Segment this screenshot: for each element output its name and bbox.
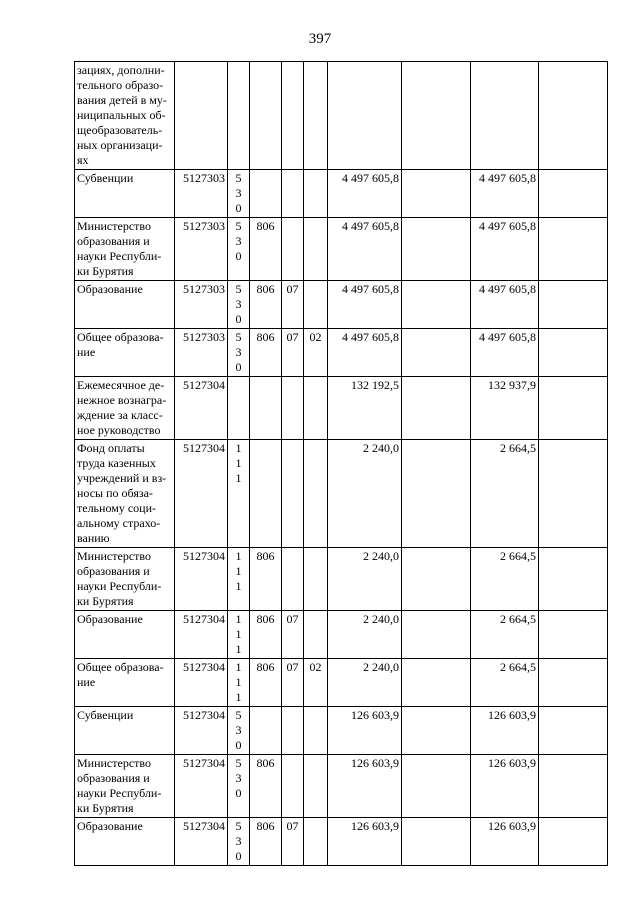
row-section xyxy=(282,170,304,218)
row-amount-1: 132 192,5 xyxy=(328,377,402,440)
row-amount-3: 126 603,9 xyxy=(471,818,539,866)
row-code xyxy=(175,62,228,170)
row-code: 5127303 xyxy=(175,329,228,377)
row-amount-2 xyxy=(402,377,471,440)
row-amount-1: 4 497 605,8 xyxy=(328,329,402,377)
row-name: Ежемесячное де-нежное вознагра-ждение за класс-ное руководство xyxy=(75,377,175,440)
row-amount-2 xyxy=(402,707,471,755)
row-subsection xyxy=(304,755,328,818)
row-section xyxy=(282,440,304,548)
page-number: 397 xyxy=(308,31,332,47)
row-ministry: 806 xyxy=(250,611,282,659)
table-row xyxy=(75,281,608,329)
table-row xyxy=(75,818,608,866)
row-amount-3: 4 497 605,8 xyxy=(471,281,539,329)
row-amount-4 xyxy=(539,281,608,329)
row-amount-4 xyxy=(539,707,608,755)
row-amount-2 xyxy=(402,659,471,707)
row-amount-3 xyxy=(471,62,539,170)
row-ministry: 806 xyxy=(250,659,282,707)
row-name: Министерство образования и науки Республи-ки Бурятия xyxy=(75,548,175,611)
row-amount-4 xyxy=(539,329,608,377)
row-amount-2 xyxy=(402,440,471,548)
row-amount-4 xyxy=(539,548,608,611)
row-ministry xyxy=(250,170,282,218)
row-section xyxy=(282,218,304,281)
row-section xyxy=(282,377,304,440)
row-code: 5127304 xyxy=(175,755,228,818)
row-amount-2 xyxy=(402,170,471,218)
row-name: зациях, дополни-тельного образо-вания детей в му-ниципальных об-щеобразователь-ных организаци-ях xyxy=(75,62,175,170)
row-amount-2 xyxy=(402,62,471,170)
row-code: 5127304 xyxy=(175,548,228,611)
row-amount-4 xyxy=(539,755,608,818)
row-amount-4 xyxy=(539,170,608,218)
row-ministry: 806 xyxy=(250,329,282,377)
row-section: 07 xyxy=(282,659,304,707)
row-expense-type: 5 3 0 xyxy=(228,170,250,218)
row-code: 5127304 xyxy=(175,707,228,755)
row-amount-1: 4 497 605,8 xyxy=(328,170,402,218)
row-name: Образование xyxy=(75,818,175,866)
row-section: 07 xyxy=(282,818,304,866)
row-section: 07 xyxy=(282,611,304,659)
row-amount-3: 132 937,9 xyxy=(471,377,539,440)
row-expense-type: 5 3 0 xyxy=(228,329,250,377)
row-amount-3: 4 497 605,8 xyxy=(471,329,539,377)
row-amount-3: 4 497 605,8 xyxy=(471,218,539,281)
row-amount-3: 2 664,5 xyxy=(471,659,539,707)
row-section: 07 xyxy=(282,329,304,377)
row-name: Субвенции xyxy=(75,707,175,755)
row-ministry: 806 xyxy=(250,755,282,818)
row-name: Общее образова-ние xyxy=(75,659,175,707)
row-subsection xyxy=(304,377,328,440)
table-row xyxy=(75,755,608,818)
row-name: Министерство образования и науки Республи-ки Бурятия xyxy=(75,755,175,818)
row-ministry: 806 xyxy=(250,218,282,281)
row-subsection xyxy=(304,62,328,170)
row-subsection xyxy=(304,170,328,218)
row-expense-type: 5 3 0 xyxy=(228,755,250,818)
row-amount-4 xyxy=(539,218,608,281)
row-name: Субвенции xyxy=(75,170,175,218)
table-row xyxy=(75,707,608,755)
row-ministry: 806 xyxy=(250,281,282,329)
row-amount-3: 2 664,5 xyxy=(471,611,539,659)
row-ministry xyxy=(250,440,282,548)
row-section xyxy=(282,548,304,611)
row-amount-1: 126 603,9 xyxy=(328,707,402,755)
row-subsection xyxy=(304,218,328,281)
row-amount-4 xyxy=(539,659,608,707)
row-amount-1: 2 240,0 xyxy=(328,611,402,659)
table-row xyxy=(75,218,608,281)
table-row xyxy=(75,659,608,707)
row-name: Образование xyxy=(75,611,175,659)
row-expense-type xyxy=(228,62,250,170)
row-name: Образование xyxy=(75,281,175,329)
row-amount-2 xyxy=(402,329,471,377)
row-subsection xyxy=(304,611,328,659)
table-row xyxy=(75,329,608,377)
row-ministry: 806 xyxy=(250,818,282,866)
row-expense-type: 1 1 1 xyxy=(228,611,250,659)
row-amount-4 xyxy=(539,440,608,548)
row-subsection xyxy=(304,548,328,611)
row-code: 5127304 xyxy=(175,611,228,659)
row-amount-3: 2 664,5 xyxy=(471,440,539,548)
row-name: Общее образова-ние xyxy=(75,329,175,377)
row-ministry xyxy=(250,377,282,440)
row-subsection: 02 xyxy=(304,659,328,707)
row-amount-1 xyxy=(328,62,402,170)
row-amount-1: 2 240,0 xyxy=(328,440,402,548)
row-code: 5127303 xyxy=(175,281,228,329)
row-section xyxy=(282,707,304,755)
row-amount-1: 126 603,9 xyxy=(328,755,402,818)
row-amount-2 xyxy=(402,548,471,611)
row-code: 5127303 xyxy=(175,170,228,218)
table-body xyxy=(75,62,608,866)
row-ministry xyxy=(250,62,282,170)
row-ministry xyxy=(250,707,282,755)
row-amount-1: 2 240,0 xyxy=(328,659,402,707)
row-amount-4 xyxy=(539,62,608,170)
row-amount-2 xyxy=(402,281,471,329)
row-amount-4 xyxy=(539,377,608,440)
row-expense-type: 1 1 1 xyxy=(228,659,250,707)
row-ministry: 806 xyxy=(250,548,282,611)
row-amount-1: 4 497 605,8 xyxy=(328,218,402,281)
row-subsection xyxy=(304,281,328,329)
row-section xyxy=(282,755,304,818)
row-amount-2 xyxy=(402,755,471,818)
row-expense-type: 5 3 0 xyxy=(228,281,250,329)
row-expense-type: 5 3 0 xyxy=(228,218,250,281)
table-row xyxy=(75,170,608,218)
table-row xyxy=(75,377,608,440)
table-row xyxy=(75,62,608,170)
row-expense-type: 5 3 0 xyxy=(228,707,250,755)
row-expense-type xyxy=(228,377,250,440)
row-code: 5127304 xyxy=(175,377,228,440)
row-subsection: 02 xyxy=(304,329,328,377)
table-row xyxy=(75,440,608,548)
row-amount-4 xyxy=(539,611,608,659)
table-row xyxy=(75,611,608,659)
row-amount-1: 2 240,0 xyxy=(328,548,402,611)
row-amount-1: 4 497 605,8 xyxy=(328,281,402,329)
row-amount-3: 126 603,9 xyxy=(471,755,539,818)
row-amount-2 xyxy=(402,611,471,659)
row-name: Министерство образования и науки Республи-ки Бурятия xyxy=(75,218,175,281)
row-subsection xyxy=(304,818,328,866)
row-section xyxy=(282,62,304,170)
row-subsection xyxy=(304,440,328,548)
row-subsection xyxy=(304,707,328,755)
row-section: 07 xyxy=(282,281,304,329)
row-expense-type: 5 3 0 xyxy=(228,818,250,866)
table-row xyxy=(75,548,608,611)
row-code: 5127304 xyxy=(175,659,228,707)
row-amount-2 xyxy=(402,818,471,866)
row-expense-type: 1 1 1 xyxy=(228,548,250,611)
row-amount-4 xyxy=(539,818,608,866)
row-code: 5127304 xyxy=(175,818,228,866)
row-code: 5127303 xyxy=(175,218,228,281)
row-expense-type: 1 1 1 xyxy=(228,440,250,548)
row-code: 5127304 xyxy=(175,440,228,548)
row-amount-3: 4 497 605,8 xyxy=(471,170,539,218)
row-amount-3: 2 664,5 xyxy=(471,548,539,611)
row-amount-1: 126 603,9 xyxy=(328,818,402,866)
row-name: Фонд оплаты труда казенных учреждений и вз-носы по обяза-тельному соци-альному страхо-ванию xyxy=(75,440,175,548)
row-amount-3: 126 603,9 xyxy=(471,707,539,755)
budget-table xyxy=(74,61,608,866)
row-amount-2 xyxy=(402,218,471,281)
